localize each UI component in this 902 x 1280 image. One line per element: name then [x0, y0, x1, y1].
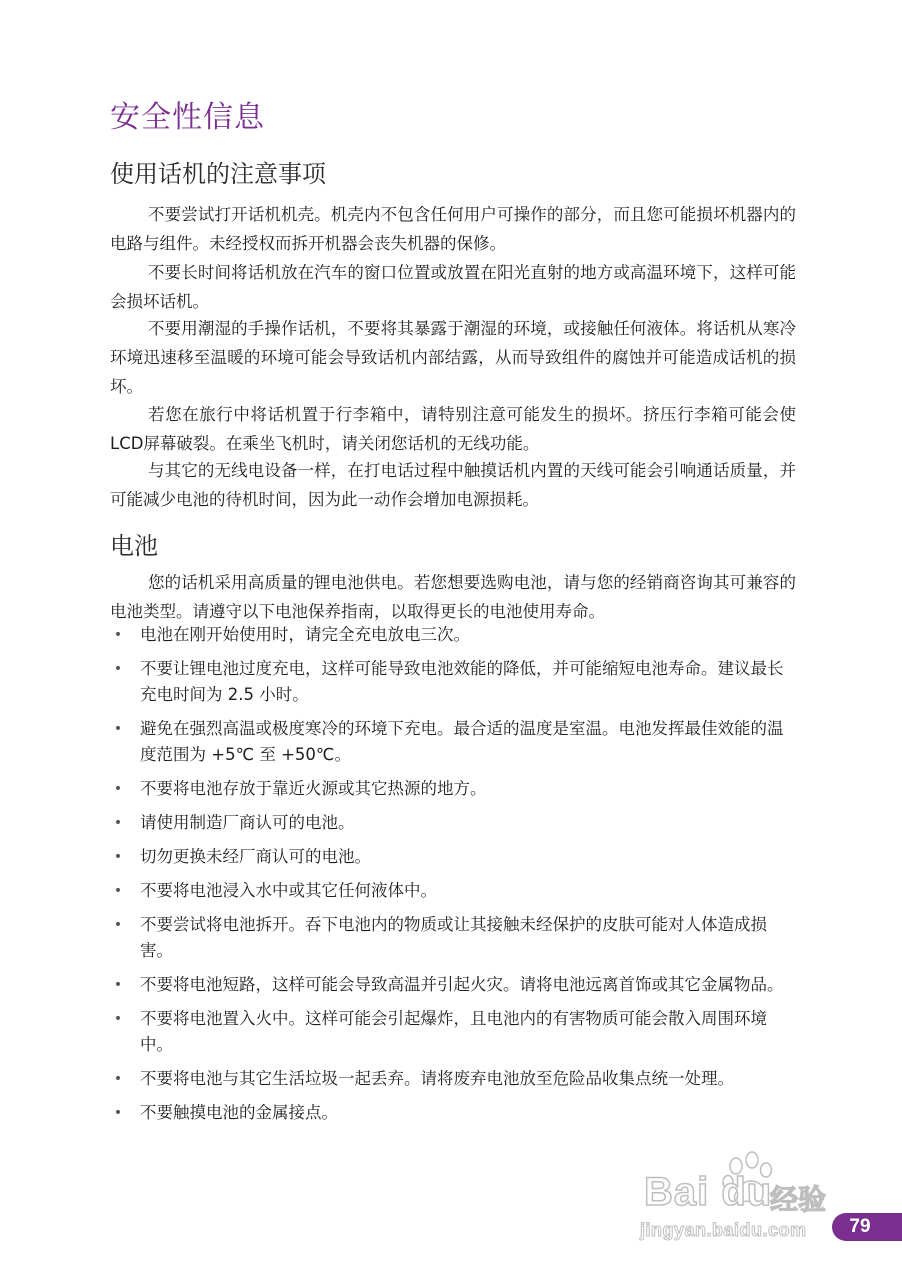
- bullet-icon: •: [113, 883, 123, 899]
- page-title: 安全性信息: [110, 100, 265, 135]
- list-item: [110, 844, 796, 870]
- paragraph: 若您在旅行中将话机置于行李箱中，请特别注意可能发生的损坏。挤压行李箱可能会使LCD屏幕破裂。在乘坐飞机时，请关闭您话机的无线功能。: [110, 405, 796, 453]
- list-item-text: 不要触摸电池的金属接点。: [140, 1103, 338, 1122]
- list-item-text: 电池在刚开始使用时，请完全充电放电三次。: [140, 625, 470, 644]
- list-item-text: 不要将电池存放于靠近火源或其它热源的地方。: [140, 779, 487, 798]
- bullet-icon: •: [113, 1011, 123, 1027]
- list-item: [110, 972, 796, 998]
- battery-intro-paragraph: 您的话机采用高质量的锂电池供电。若您想要选购电池，请与您的经销商咨询其可兼容的电池类型。请遵守以下电池保养指南，以取得更长的电池使用寿命。: [110, 573, 796, 621]
- list-item: [110, 878, 796, 904]
- list-item: [110, 1006, 796, 1058]
- bullet-icon: •: [113, 1071, 123, 1087]
- bullet-icon: •: [113, 815, 123, 831]
- bullet-icon: •: [113, 721, 123, 737]
- list-item-text: 避免在强烈高温或极度寒冷的环境下充电。最合适的温度是室温。电池发挥最佳效能的温度范围为 +5℃ 至 +50℃。: [140, 719, 784, 764]
- list-item-text: 不要让锂电池过度充电，这样可能导致电池效能的降低，并可能缩短电池寿命。建议最长充电时间为 2.5 小时。: [140, 659, 784, 704]
- list-item-text: 请使用制造厂商认可的电池。: [140, 813, 355, 832]
- bullet-icon: •: [113, 627, 123, 643]
- watermark-jingyan: 经验: [770, 1183, 827, 1216]
- list-item: [110, 622, 796, 648]
- bullet-icon: •: [113, 977, 123, 993]
- list-item-text: 不要将电池短路，这样可能会导致高温并引起火灾。请将电池远离首饰或其它金属物品。: [140, 975, 784, 994]
- section-heading-battery: 电池: [110, 532, 158, 560]
- list-item-text: 不要尝试将电池拆开。吞下电池内的物质或让其接触未经保护的皮肤可能对人体造成损害。: [140, 915, 767, 960]
- bullet-icon: •: [113, 1105, 123, 1121]
- page-number: 79: [849, 1216, 871, 1237]
- bullet-icon: •: [113, 849, 123, 865]
- paragraph: 不要长时间将话机放在汽车的窗口位置或放置在阳光直射的地方或高温环境下，这样可能会损坏话机。: [110, 263, 796, 311]
- list-item: [110, 810, 796, 836]
- paragraph: 与其它的无线电设备一样，在打电话过程中触摸话机内置的天线可能会引响通话质量，并可能减少电池的待机时间，因为此一动作会增加电源损耗。: [110, 461, 796, 509]
- battery-guidelines-list: [110, 622, 796, 1134]
- list-item: [110, 912, 796, 964]
- list-item: [110, 776, 796, 802]
- bullet-icon: •: [113, 781, 123, 797]
- bullet-icon: •: [113, 661, 123, 677]
- bullet-icon: •: [113, 917, 123, 933]
- list-item-text: 不要将电池浸入水中或其它任何液体中。: [140, 881, 437, 900]
- list-item: [110, 1066, 796, 1092]
- list-item-text: 不要将电池置入火中。这样可能会引起爆炸，且电池内的有害物质可能会散入周围环境中。: [140, 1009, 767, 1054]
- list-item-text: 切勿更换未经厂商认可的电池。: [140, 847, 371, 866]
- baidu-jingyan-watermark: [640, 1150, 850, 1250]
- paragraph: 不要用潮湿的手操作话机，不要将其暴露于潮湿的环境，或接触任何液体。将话机从寒冷环境迅速移至温暖的环境可能会导致话机内部结露，从而导致组件的腐蚀并可能造成话机的损坏。: [110, 319, 796, 396]
- list-item: [110, 656, 796, 708]
- watermark-url: jingyan.baidu.com: [640, 1220, 807, 1240]
- section-heading-phone-precautions: 使用话机的注意事项: [110, 160, 326, 188]
- list-item: [110, 1100, 796, 1126]
- list-item-text: 不要将电池与其它生活垃圾一起丢弃。请将废弃电池放至危险品收集点统一处理。: [140, 1069, 734, 1088]
- watermark-logo: Bai du: [644, 1170, 773, 1214]
- paragraph: 不要尝试打开话机机壳。机壳内不包含任何用户可操作的部分，而且您可能损坏机器内的电路与组件。未经授权而拆开机器会丧失机器的保修。: [110, 205, 796, 253]
- list-item: [110, 716, 796, 768]
